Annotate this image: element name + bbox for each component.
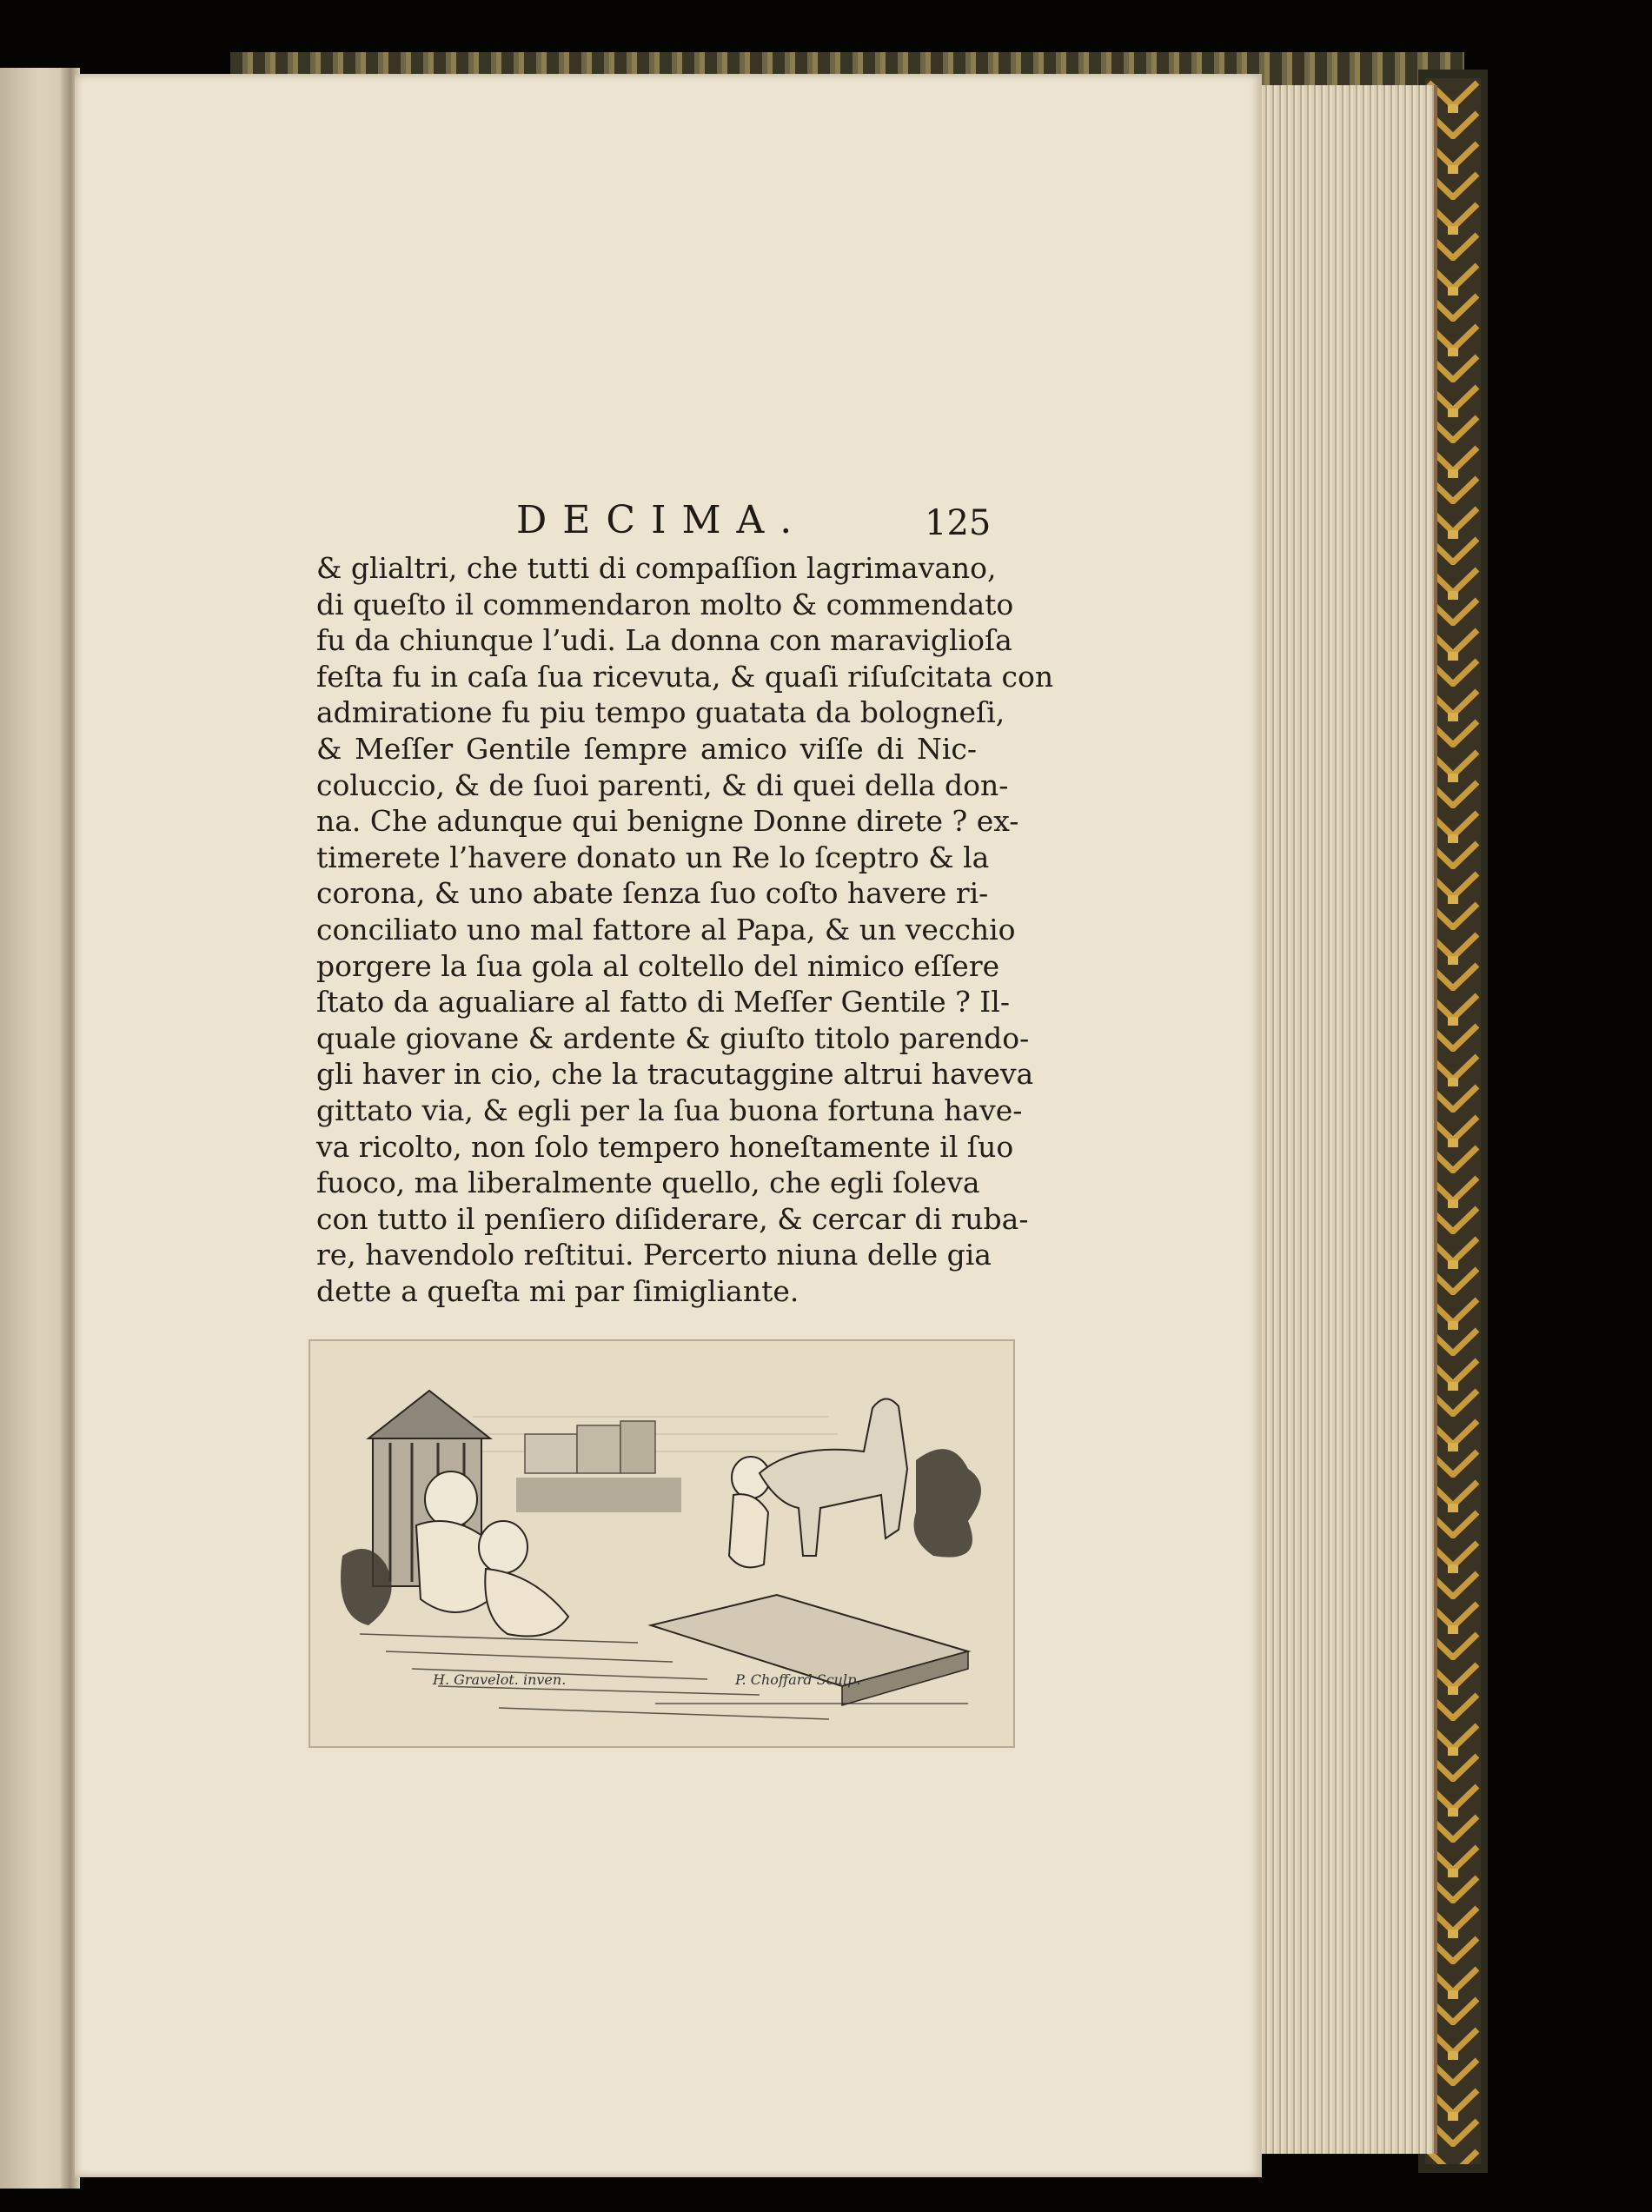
text-line: coluccio, & de ſuoi parenti, & di quei della don- — [316, 767, 1009, 802]
text-line: con tutto il penſiero diſiderare, & cercar di ruba- — [316, 1201, 1029, 1236]
text-line: timerete l’havere donato un Re lo ſceptro & la — [316, 840, 990, 874]
text-line: & Meſſer Gentile ſempre amico viſſe di Nic- — [316, 731, 977, 766]
text-line: re, havendolo reſtitui. Percerto niuna delle gia — [316, 1238, 992, 1272]
running-head: DECIMA. — [516, 498, 808, 542]
engraving-illustration — [308, 1338, 1016, 1749]
text-line: va ricolto, non ſolo tempero honeſtamente il ſuo — [316, 1129, 1014, 1164]
text-line: & glialtri, che tutti di compaſſion lagrimavano, — [316, 551, 997, 585]
book-page — [75, 74, 1262, 2177]
text-line: corona, & uno abate ſenza ſuo coſto havere ri- — [316, 876, 989, 911]
text-line: conciliato uno mal fattore al Papa, & un vecchio — [316, 912, 1016, 947]
engraving-caption-left: H. Gravelot. inven. — [433, 1671, 567, 1688]
body-text — [316, 550, 1054, 1309]
text-line: fu da chiunque l’udi. La donna con maraviglioſa — [316, 623, 1012, 658]
text-line: dette a queſta mi par ſimigliante. — [316, 1273, 799, 1308]
text-line: ſtato da agualiare al fatto di Meſſer Gentile ? Il- — [316, 985, 1011, 1020]
text-line: gittato via, & egli per la ſua buona fortuna have- — [316, 1093, 1023, 1127]
text-line: admiratione fu piu tempo guatata da bologneſi, — [316, 695, 1005, 730]
text-line: quale giovane & ardente & giuſto titolo parendo- — [316, 1020, 1030, 1055]
text-line: di queſto il commendaron molto & commendato — [316, 587, 1014, 621]
page-number: 125 — [925, 503, 992, 543]
text-line: gli haver in cio, che la tracutaggine altrui haveva — [316, 1057, 1034, 1092]
engraving-caption-right: P. Choffard Sculp. — [735, 1671, 861, 1688]
text-line: feſta fu in caſa ſua ricevuta, & quaſi riſuſcitata con — [316, 659, 1054, 694]
page-fore-edge — [1256, 85, 1437, 2154]
text-line: porgere la ſua gola al coltello del nimico eſſere — [316, 948, 1000, 983]
text-line: fuoco, ma liberalmente quello, che egli ſoleva — [316, 1166, 980, 1200]
text-line: na. Che adunque qui benigne Donne direte ? ex- — [316, 804, 1019, 839]
